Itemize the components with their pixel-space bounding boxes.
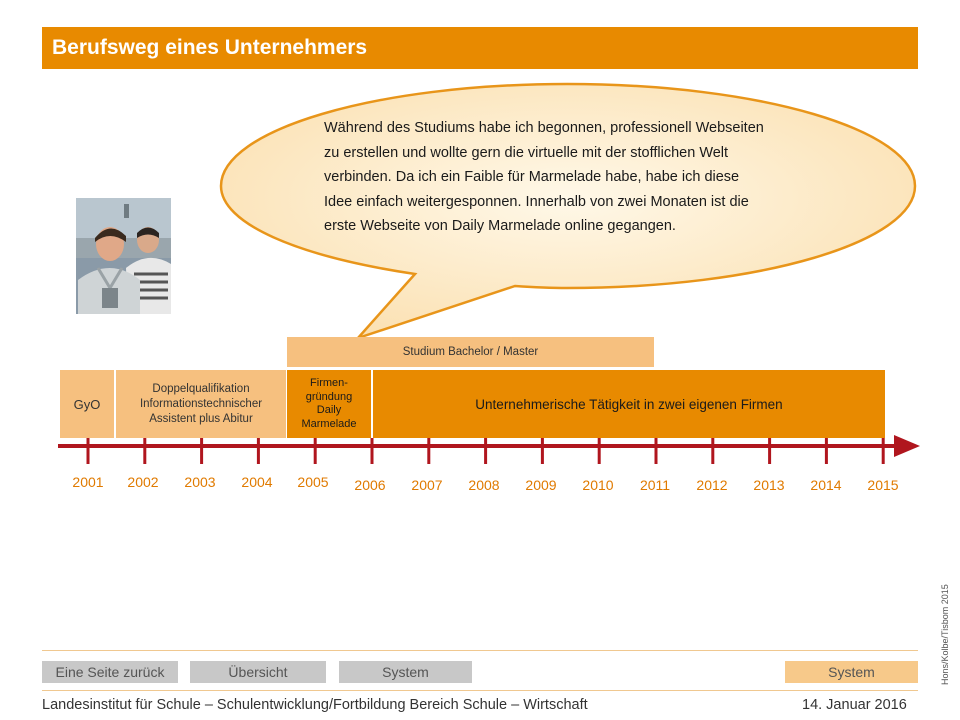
segment-unternehmerische-taetigkeit: Unternehmerische Tätigkeit in zwei eigenen Firmen	[373, 370, 885, 438]
portrait-photo	[76, 198, 171, 314]
arrowhead-icon	[894, 435, 920, 457]
segment-line: gründung	[305, 390, 353, 403]
segment-line: Informationstechnischer	[139, 397, 263, 410]
segment-line: Assistent plus Abitur	[149, 412, 253, 425]
axis-tick	[143, 438, 146, 464]
page-title: Berufsweg eines Unternehmers	[52, 36, 368, 59]
axis-tick	[711, 438, 714, 464]
axis-tick	[87, 438, 90, 464]
system-button-right[interactable]: System	[785, 661, 918, 683]
year-label: 2004	[241, 474, 273, 490]
footer-divider	[42, 690, 918, 691]
segment-line: Doppelqualifikation	[152, 382, 250, 395]
axis-tick	[371, 438, 374, 464]
year-label: 2013	[753, 477, 785, 493]
bubble-line: erste Webseite von Daily Marmelade online gegangen.	[324, 218, 676, 234]
bubble-line: Idee einfach weitergesponnen. Innerhalb von zwei Monaten ist die	[324, 193, 749, 210]
axis-tick	[825, 438, 828, 464]
segment-line: Marmelade	[301, 417, 357, 430]
axis-tick	[882, 438, 885, 464]
system-button[interactable]: System	[339, 661, 472, 683]
bubble-line: zu erstellen und wollte gern die virtuelle mit der stofflichen Welt	[324, 144, 729, 161]
bubble-quote	[324, 116, 834, 239]
segment-gyo: GyO	[60, 370, 114, 438]
author-credit: Hons/Kolbe/Tisbom 2015	[940, 584, 950, 685]
axis-tick	[314, 438, 317, 464]
year-label: 2006	[354, 477, 386, 493]
year-label: 2014	[810, 477, 842, 493]
footer-date: 14. Januar 2016	[802, 697, 907, 713]
segment-line: Firmen-	[310, 377, 348, 389]
axis-tick	[200, 438, 203, 464]
year-label: 2015	[867, 477, 899, 493]
year-label: 2002	[127, 474, 159, 490]
year-label: 2009	[525, 477, 557, 493]
timeline-axis	[40, 430, 930, 470]
footer-divider	[42, 650, 918, 651]
year-label: 2005	[297, 474, 329, 490]
axis-tick	[484, 438, 487, 464]
year-label: 2001	[72, 474, 104, 490]
axis-tick	[257, 438, 260, 464]
axis-tick	[541, 438, 544, 464]
footer-institution: Landesinstitut für Schule – Schulentwicklung/Fortbildung Bereich Schule – Wirtschaft	[42, 697, 588, 713]
year-label: 2007	[411, 477, 443, 493]
axis-tick	[655, 438, 658, 464]
bubble-line: Während des Studiums habe ich begonnen, professionell Webseiten	[324, 120, 764, 136]
year-label: 2012	[696, 477, 728, 493]
back-button[interactable]: Eine Seite zurück	[42, 661, 178, 683]
bubble-line: verbinden. Da ich ein Faible für Marmelade habe, habe ich diese	[324, 169, 740, 185]
year-label: 2011	[639, 477, 671, 493]
overview-button[interactable]: Übersicht	[190, 661, 326, 683]
axis-tick	[768, 438, 771, 464]
segment-studium: Studium Bachelor / Master	[287, 337, 654, 367]
year-label: 2010	[582, 477, 614, 493]
segment-line: Daily	[316, 404, 342, 416]
year-label: 2003	[184, 474, 216, 490]
axis-tick	[427, 438, 430, 464]
segment-doppelqualifikation	[116, 370, 286, 438]
segment-firmengruendung	[287, 370, 371, 438]
year-label: 2008	[468, 477, 500, 493]
axis-tick	[598, 438, 601, 464]
